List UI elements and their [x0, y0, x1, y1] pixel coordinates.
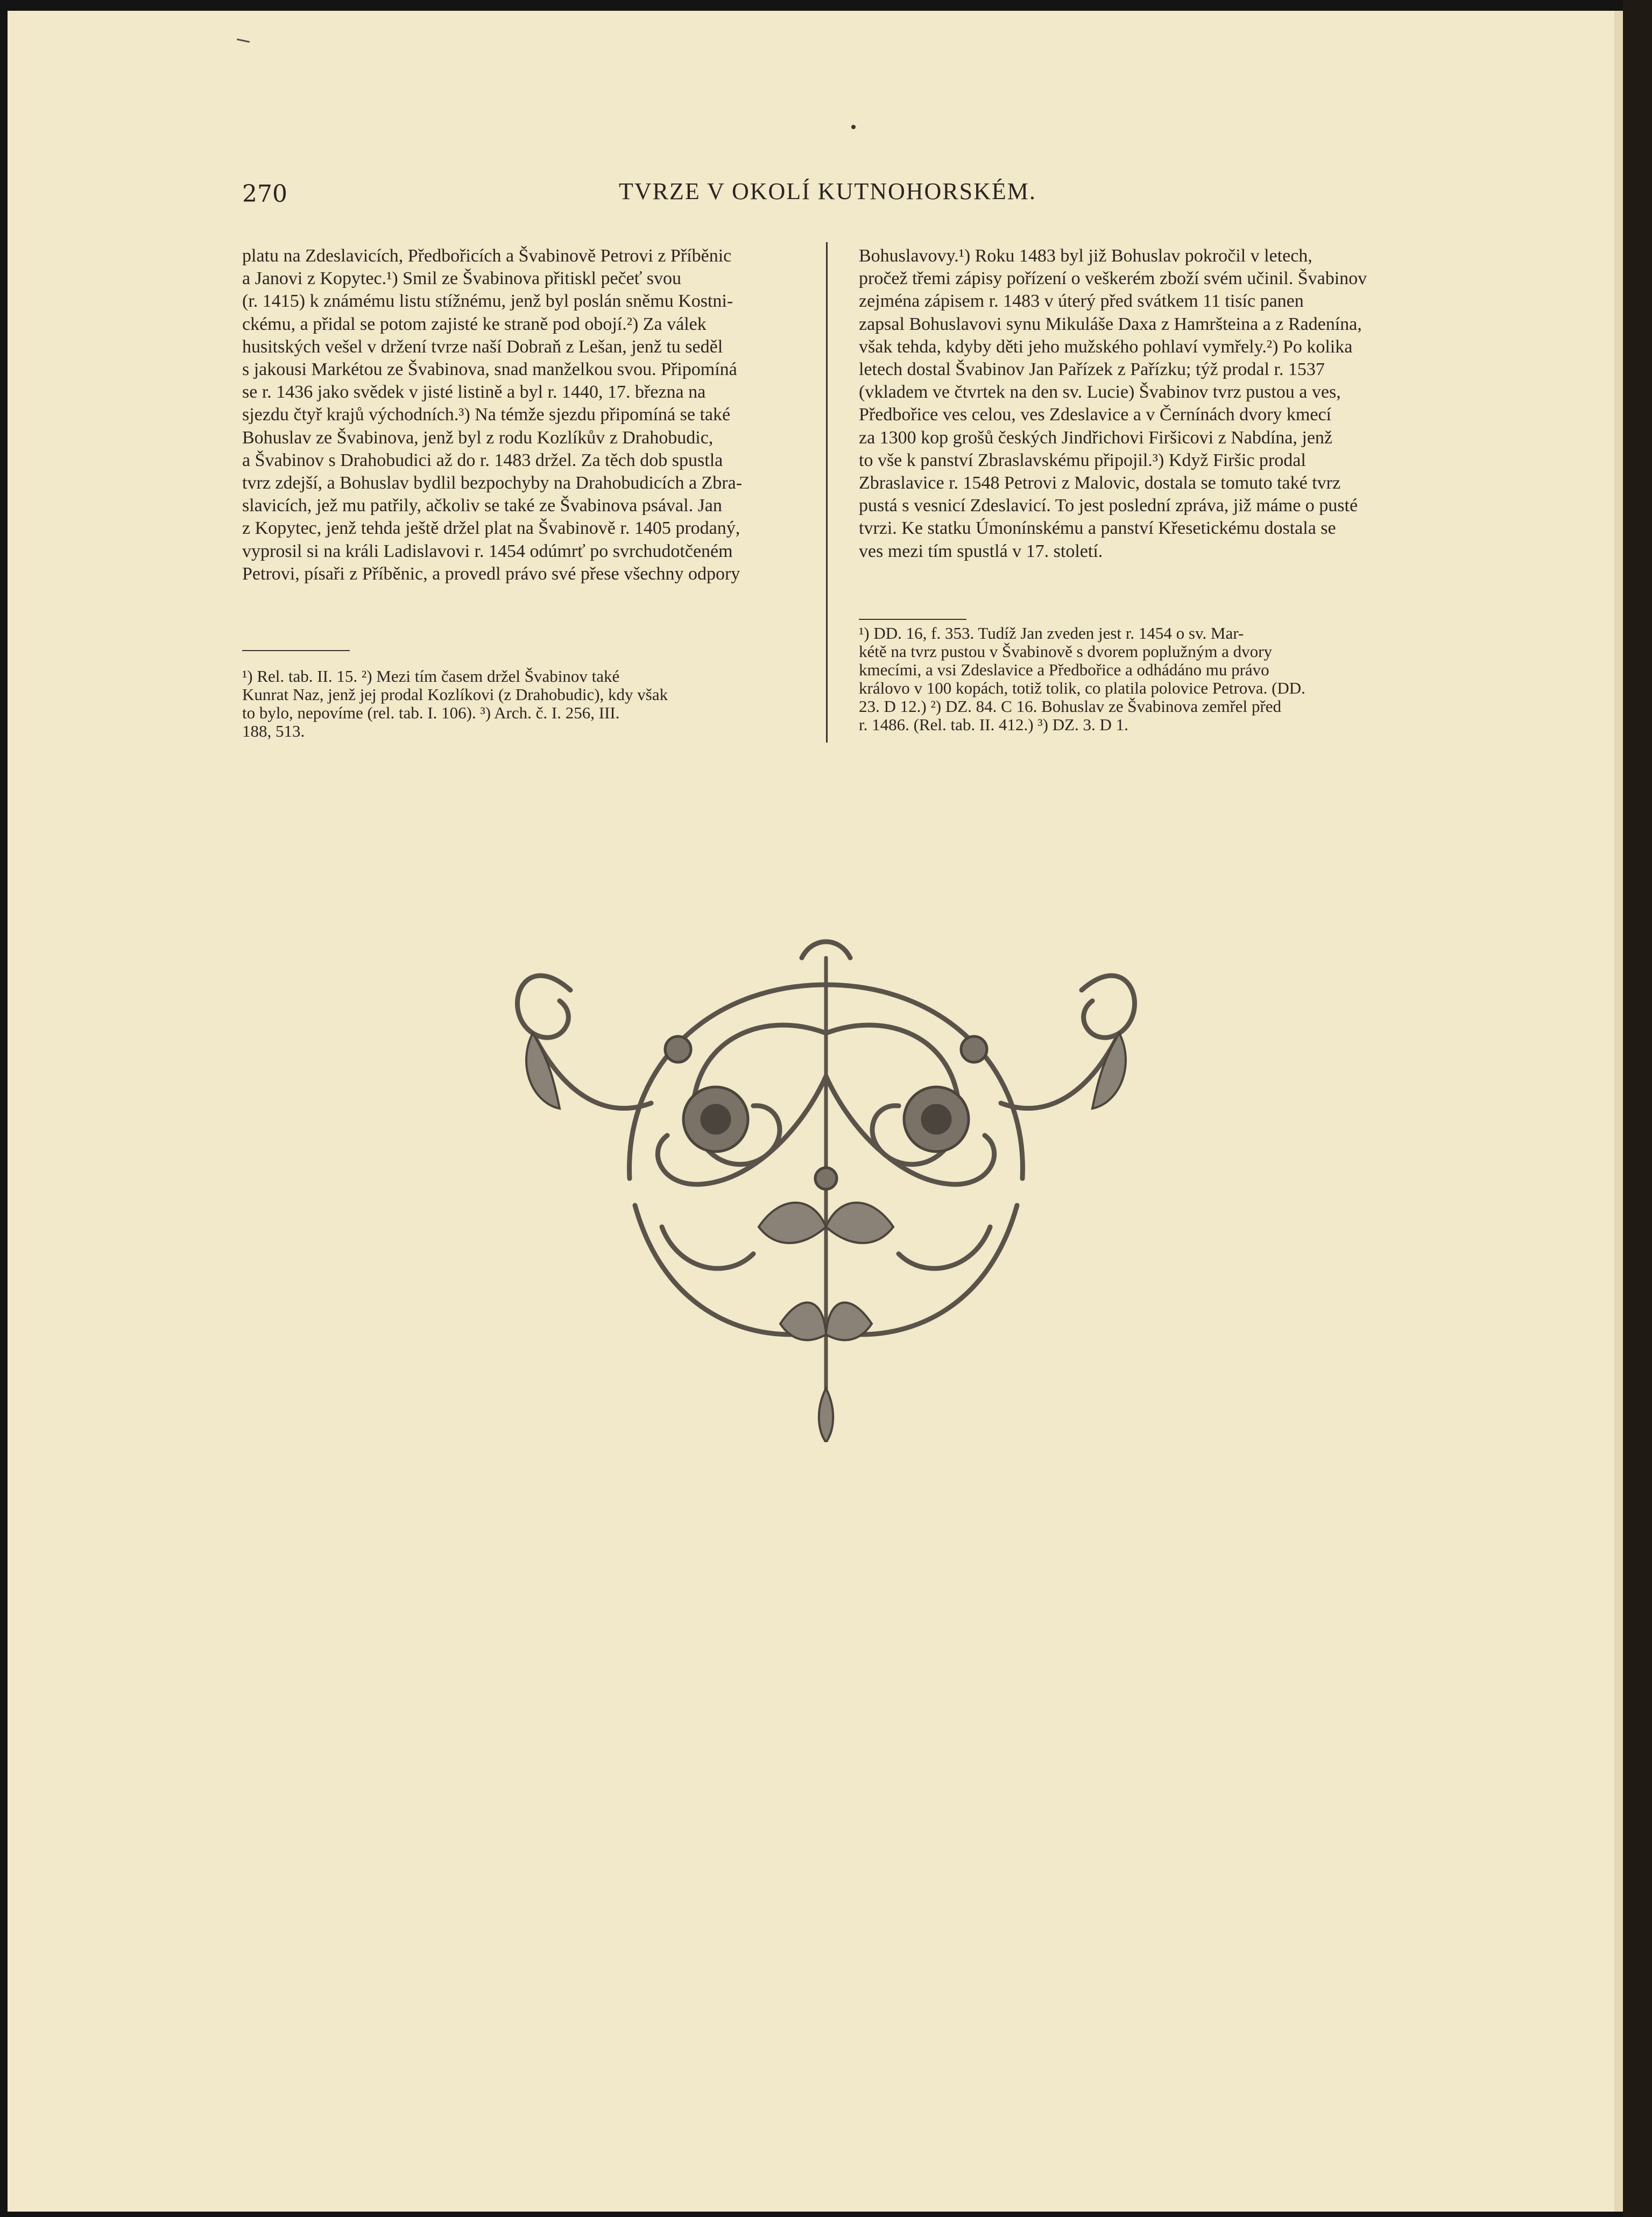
text-line: Předbořice ves celou, ves Zdeslavice a v Černínách dvory kmecí	[859, 405, 1332, 425]
footnote-line: 23. D 12.) ²) DZ. 84. C 16. Bohuslav ze Švabinova zemřel před	[859, 697, 1281, 716]
text-line: to vše k panství Zbraslavskému připojil.³) Když Firšic prodal	[859, 450, 1306, 470]
footnote-line: ¹) DD. 16, f. 353. Tudíž Jan zveden jest r. 1454 o sv. Mar-	[859, 624, 1244, 642]
text-line: a Švabinov s Drahobudici až do r. 1483 držel. Za těch dob spustla	[242, 450, 723, 470]
running-title: TVRZE V OKOLÍ KUTNOHORSKÉM.	[619, 178, 1036, 204]
footnote-line: to bylo, nepovíme (rel. tab. I. 106). ³) Arch. č. I. 256, III.	[242, 704, 620, 722]
text-line: platu na Zdeslavicích, Předbořicích a Švabinově Petrovi z Příběnic	[242, 246, 732, 266]
text-line: Bohuslavovy.¹) Roku 1483 byl již Bohuslav pokročil v letech,	[859, 246, 1312, 266]
column-divider	[826, 242, 828, 743]
footnote-rule-right	[859, 619, 966, 620]
footnote-line: královo v 100 kopách, totiž tolik, co platila polovice Petrova. (DD.	[859, 679, 1305, 697]
scrollwork-ornament-icon	[500, 926, 1152, 1442]
text-line: s jakousi Markétou ze Švabinova, snad manželkou svou. Připomíná	[242, 359, 737, 380]
footnote-rule-left	[242, 650, 350, 651]
footnote-line: kétě na tvrz pustou v Švabinově s dvorem poplužným a dvory	[859, 642, 1272, 661]
text-line: ves mezi tím spustlá v 17. století.	[859, 541, 1103, 561]
text-line: tvrz zdejší, a Bohuslav bydlil bezpochyby na Drahobudicích a Zbra-	[242, 473, 743, 493]
text-line: letech dostal Švabinov Jan Pařízek z Pařízku; týž prodal r. 1537	[859, 359, 1325, 380]
text-line: zejména zápisem r. 1483 v úterý před svátkem 11 tisíc panen	[859, 291, 1304, 312]
text-line: z Kopytec, jenž tehda ještě držel plat na Švabinově r. 1405 prodaný,	[242, 518, 740, 539]
text-line: za 1300 kop grošů českých Jindřichovi Firšicovi z Nabdína, jenž	[859, 427, 1333, 448]
text-line: zapsal Bohuslavovi synu Mikuláše Daxa z Hamršteina a z Radenína,	[859, 314, 1362, 334]
footnote-line: r. 1486. (Rel. tab. II. 412.) ³) DZ. 3. D 1.	[859, 716, 1128, 734]
text-line: Petrovi, písaři z Příběnic, a provedl právo své přese všechny odpory	[242, 563, 740, 584]
text-line: (vkladem ve čtvrtek na den sv. Lucie) Švabinov tvrz pustou a ves,	[859, 382, 1341, 403]
text-line: vyprosil si na králi Ladislavovi r. 1454 odúmrť po svrchudotčeném	[242, 541, 733, 561]
page-number: 270	[242, 180, 287, 208]
right-text-column	[859, 245, 1418, 563]
footnote-line: Kunrat Naz, jenž jej prodal Kozlíkovi (z Drahobudic), kdy však	[242, 686, 668, 704]
text-line: slavicích, jež mu patřily, ačkoliv se také ze Švabinova psával. Jan	[242, 496, 722, 516]
text-line: však tehda, kdyby děti jeho mužského pohlaví vymřely.²) Po kolika	[859, 336, 1353, 357]
left-text-column	[242, 245, 802, 585]
text-line: husitských vešel v držení tvrze naší Dobraň z Lešan, jenž tu seděl	[242, 336, 723, 357]
ink-dot	[851, 125, 856, 129]
footnote-line: kmecími, a vsi Zdeslavice a Předbořice a odhádáno mu právo	[859, 661, 1269, 679]
text-line: Zbraslavice r. 1548 Petrovi z Malovic, dostala se tomuto také tvrz	[859, 473, 1341, 493]
text-line: sjezdu čtyř krajů východních.³) Na témže sjezdu připomíná se také	[242, 405, 731, 425]
footnote-line: 188, 513.	[242, 722, 305, 740]
text-line: pročež třemi zápisy pořízení o veškerém zboží svém učinil. Švabinov	[859, 269, 1367, 289]
text-line: ckému, a přidal se potom zajisté ke straně pod obojí.²) Za válek	[242, 314, 707, 334]
footnotes-left	[242, 667, 802, 740]
text-line: tvrzi. Ke statku Úmonínskému a panství Křesetickému dostala se	[859, 518, 1336, 539]
footnotes-right	[859, 624, 1418, 734]
text-line: (r. 1415) k známému listu stížnému, jenž byl poslán sněmu Kostni-	[242, 291, 733, 312]
text-line: a Janovi z Kopytec.¹) Smil ze Švabinova přitiskl pečeť svou	[242, 269, 681, 289]
text-line: se r. 1436 jako svědek v jisté listině a byl r. 1440, 17. března na	[242, 382, 706, 403]
text-line: pustá s vesnicí Zdeslavicí. To jest poslední zpráva, již máme o pusté	[859, 496, 1358, 516]
scan-border	[1623, 0, 1652, 2217]
footnote-line: ¹) Rel. tab. II. 15. ²) Mezi tím časem držel Švabinov také	[242, 667, 620, 686]
text-line: Bohuslav ze Švabinova, jenž byl z rodu Kozlíkův z Drahobudic,	[242, 427, 714, 448]
